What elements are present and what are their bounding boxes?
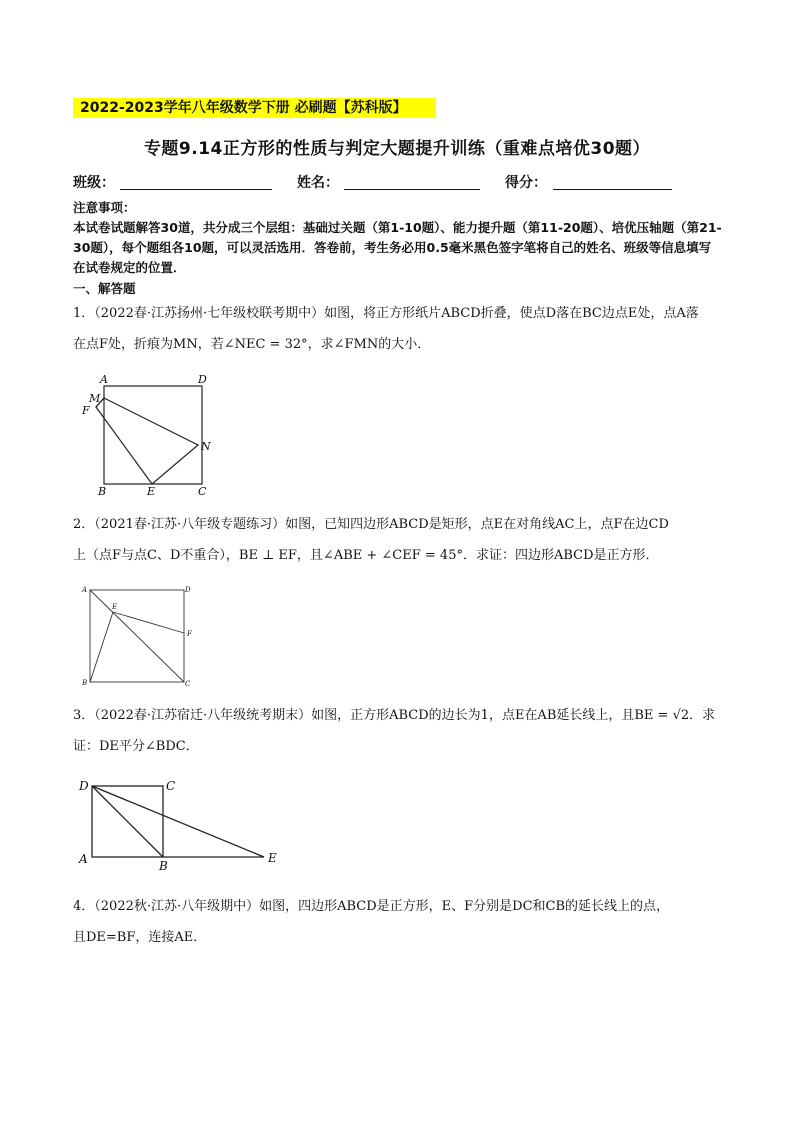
name-label: 姓名： [297,175,339,191]
problem-1-figure [78,370,218,498]
problem-3-figure [74,774,286,870]
problem-2-line-2: 上（点F与点C、D不重合），BE ⊥ EF，且∠ABE + ∠CEF = 45°．求证：四边形ABCD是正方形． [73,548,659,563]
label-f: F [82,404,90,417]
notes-heading: 注意事项： [73,200,136,215]
label-n: N [201,440,211,453]
notes-body: 本试卷试题解答30道，共分成三个层组：基础过关题（第1-10题）、能力提升题（第11-20题）、培优压轴题（第21-30题），每个题组各10题，可以灵活选用．答卷前，考生务必用0.5毫米黑色签字笔将自己的姓名、班级等信息填写在试卷规定的位置． [73,220,722,275]
segment-de [92,786,264,857]
label-d: D [198,373,207,386]
label-d: D [185,586,191,594]
problem-3-line-1: 3．（2022春·江苏宿迁·八年级统考期末）如图，正方形ABCD的边长为1，点E在AB延长线上，且BE = √2．求 [73,708,716,723]
folded-region [96,398,198,484]
problem-4-line-2: 且DE=BF，连接AE． [73,930,207,945]
name-field-line [344,189,480,190]
label-e: E [268,851,277,865]
class-field-line [120,189,272,190]
label-b: B [98,485,107,498]
problem-2-line-1: 2．（2021春·江苏·八年级专题练习）如图，已知四边形ABCD是矩形，点E在对角线AC上，点F在边CD [73,517,669,532]
label-c: C [198,485,207,498]
problem-1-line-2: 在点F处，折痕为MN，若∠NEC = 32°，求∠FMN的大小． [73,337,431,352]
class-label: 班级： [73,175,115,191]
label-a: A [100,373,108,386]
score-label: 得分： [505,175,547,191]
score-field-line [553,189,672,190]
label-a: A [79,852,88,866]
segment-be [90,612,113,682]
label-c: C [166,779,176,793]
problem-2-figure [78,582,198,688]
square-abcd [104,386,202,484]
section-title: 一、解答题 [73,281,136,296]
label-d: D [79,779,89,793]
label-m: M [89,392,101,405]
diagonal-ac [90,590,184,682]
problem-4-line-1: 4．（2022秋·江苏·八年级期中）如图，四边形ABCD是正方形，E、F分别是DC和CB的延长线上的点， [73,899,670,914]
label-a: A [82,586,88,594]
problem-1-line-1: 1．（2022春·江苏扬州·七年级校联考期中）如图，将正方形纸片ABCD折叠，使点D落在BC边点E处，点A落 [73,306,699,321]
diagonal-db [92,786,163,857]
label-b: B [82,679,88,687]
label-e: E [147,485,156,498]
series-banner: 2022-2023学年八年级数学下册 必刷题【苏科版】 [73,98,436,118]
label-e: E [112,603,118,611]
page-title: 专题9.14正方形的性质与判定大题提升训练（重难点培优30题） [143,139,651,159]
label-c: C [185,680,191,688]
label-f: F [187,630,192,638]
problem-3-line-2: 证：DE平分∠BDC． [73,739,199,754]
label-b: B [159,859,168,870]
